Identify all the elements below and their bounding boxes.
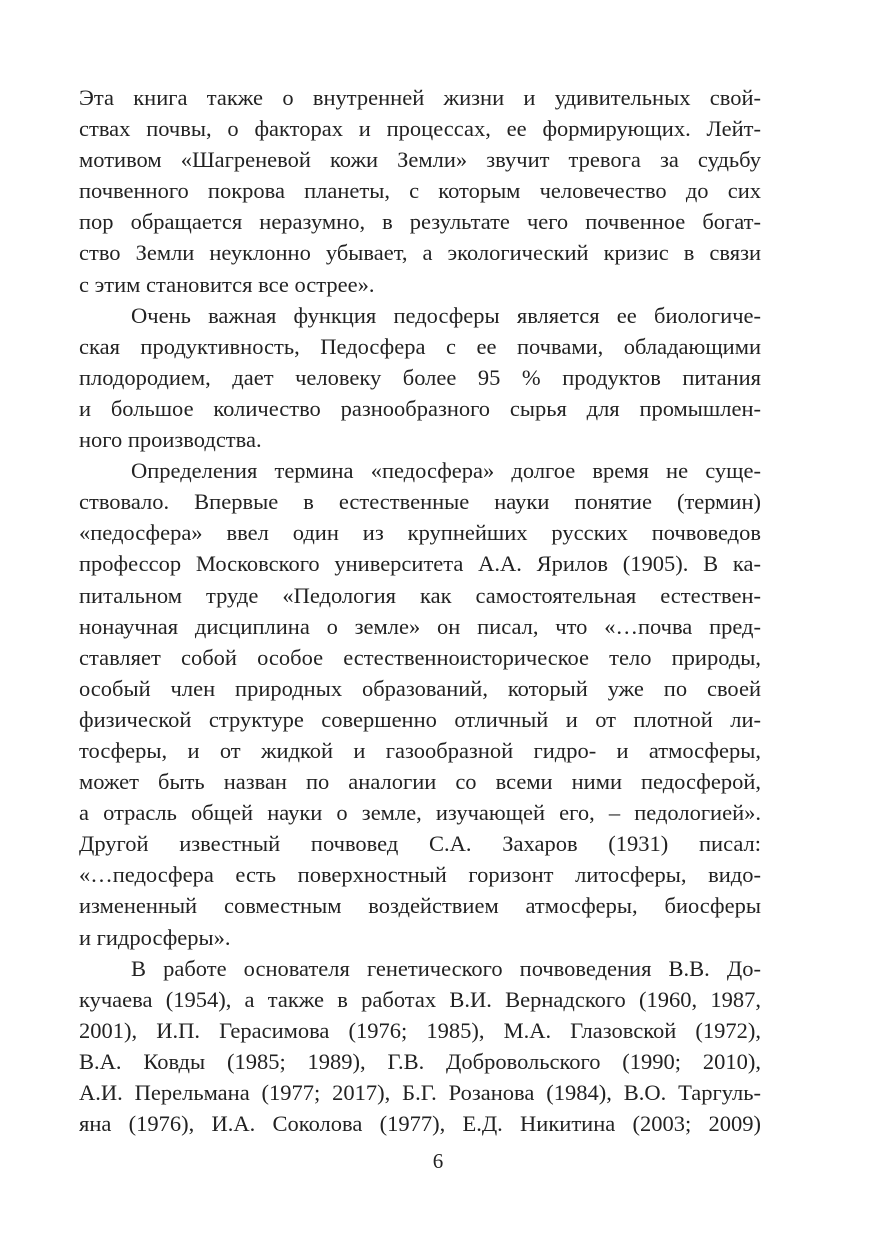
text-line: питальном труде «Педология как самостоятельная естествен- — [79, 582, 761, 608]
text-line: ствах почвы, о факторах и процессах, ее формирующих. Лейт- — [79, 116, 761, 142]
text-line: и большое количество разнообразного сырья для промышлен- — [79, 395, 761, 421]
text-line: Эта книга также о внутренней жизни и удивительных свой- — [79, 85, 761, 110]
text-line: Очень важная функция педосферы является ее биологиче- — [131, 302, 761, 328]
text-line: ская продуктивность, Педосфера с ее почвами, обладающими — [79, 333, 761, 359]
text-line: ство Земли неуклонно убывает, а экологический кризис в связи — [79, 240, 761, 266]
text-line: ствовало. Впервые в естественные науки понятие (термин) — [79, 489, 761, 515]
text-line: измененный совместным воздействием атмосферы, биосферы — [79, 893, 761, 919]
text-line: и гидросферы». — [79, 924, 231, 950]
text-line: нонаучная дисциплина о земле» он писал, что «…почва пред- — [79, 613, 761, 639]
text-line: «…педосфера есть поверхностный горизонт литосферы, видо- — [79, 862, 761, 888]
text-line: яна (1976), И.А. Соколова (1977), Е.Д. Никитина (2003; 2009) — [79, 1111, 761, 1137]
page-number: 6 — [432, 1149, 444, 1173]
text-line: пор обращается неразумно, в результате чего почвенное богат- — [79, 209, 761, 235]
text-line: особый член природных образований, который уже по своей — [79, 675, 761, 701]
text-line: Определения термина «педосфера» долгое время не суще- — [131, 458, 761, 484]
text-line: ставляет собой особое естественноисторическое тело природы, — [79, 644, 761, 670]
body-text — [79, 82, 761, 1139]
paragraph — [79, 953, 761, 1140]
text-line: мотивом «Шагреневой кожи Земли» звучит тревога за судьбу — [79, 147, 761, 173]
text-line: почвенного покрова планеты, с которым человечество до сих — [79, 178, 761, 204]
text-line: А.И. Перельмана (1977; 2017), Б.Г. Розанова (1984), В.О. Таргуль- — [79, 1080, 761, 1105]
text-line: В работе основателя генетического почвоведения В.В. До- — [131, 955, 761, 981]
text-line: Другой известный почвовед С.А. Захаров (1931) писал: — [79, 831, 761, 857]
text-line: с этим становится все острее». — [79, 271, 375, 297]
text-line: плодородием, дает человеку более 95 % продуктов питания — [79, 364, 761, 390]
paragraph — [79, 300, 761, 455]
paragraph — [79, 82, 761, 300]
text-line: кучаева (1954), а также в работах В.И. Вернадского (1960, 1987, — [79, 986, 761, 1012]
text-line: В.А. Ковды (1985; 1989), Г.В. Добровольского (1990; 2010), — [79, 1048, 761, 1074]
text-line: профессор Московского университета А.А. Ярилов (1905). В ка- — [79, 551, 761, 577]
text-line: физической структуре совершенно отличный и от плотной ли- — [79, 706, 761, 732]
text-line: может быть назван по аналогии со всеми ними педосферой, — [79, 769, 761, 795]
text-line: ного производства. — [79, 427, 262, 453]
text-line: тосферы, и от жидкой и газообразной гидро- и атмосферы, — [79, 737, 761, 763]
text-line: а отрасль общей науки о земле, изучающей его, – педологией». — [79, 800, 761, 826]
text-line: 2001), И.П. Герасимова (1976; 1985), М.А. Глазовской (1972), — [79, 1017, 761, 1043]
text-line: «педосфера» ввел один из крупнейших русских почвоведов — [79, 520, 761, 546]
paragraph — [79, 455, 761, 953]
